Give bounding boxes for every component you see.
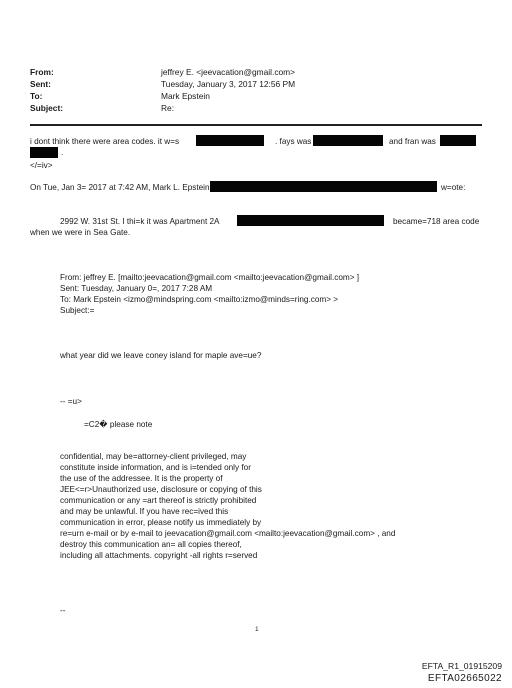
reply-sea-gate: when we were in Sea Gate. — [30, 228, 131, 237]
redaction-block — [210, 181, 437, 192]
confidential-line: the use of the addressee. It is the property of — [60, 474, 223, 483]
body-line-2: </=iv> — [30, 161, 53, 170]
sent-value: Tuesday, January 3, 2017 12:56 PM — [161, 79, 296, 89]
fwd-subject: Subject:= — [60, 306, 95, 315]
body-line-1b: . fays was — [275, 137, 312, 146]
confidential-line: destroy this communication an= all copies thereof, — [60, 540, 242, 549]
quote-intro-end: w=ote: — [441, 183, 466, 192]
redaction-block — [440, 135, 476, 146]
confidential-line: communication in error, please notify us immediately by — [60, 518, 262, 527]
fwd-sent: Sent: Tuesday, January 0=, 2017 7:28 AM — [60, 284, 213, 293]
page-number: 1 — [255, 626, 259, 633]
end-dash: -- — [60, 606, 66, 615]
confidential-line: including all attachments. copyright -all rights r=served — [60, 551, 258, 560]
sent-label: Sent: — [30, 79, 51, 89]
from-value: jeffrey E. <jeevacation@gmail.com> — [161, 67, 296, 77]
confidential-line: constitute inside information, and is i=tended only for — [60, 463, 251, 472]
to-value: Mark Epstein — [161, 91, 210, 101]
subject-label: Subject: — [30, 103, 64, 113]
confidential-line: communication or any =art thereof is strictly prohibited — [60, 496, 257, 505]
body-line-1c: and fran was — [389, 137, 436, 146]
question-line: what year did we leave coney island for maple ave=ue? — [60, 351, 262, 360]
signature-note: =C2� please note — [84, 420, 153, 429]
redaction-block — [30, 147, 58, 158]
body-line-1d: . — [61, 148, 64, 157]
confidential-line: and may be unlawful. If you have rec=ived this — [60, 507, 229, 516]
signature-dash: -- =u> — [60, 397, 82, 406]
efta-stamp-secondary: EFTA02665022 — [427, 673, 502, 684]
efta-stamp-primary: EFTA_R1_01915209 — [421, 661, 502, 671]
redaction-block — [313, 135, 383, 146]
reply-address: 2992 W. 31st St. I thi=k it was Apartment 2A — [60, 217, 220, 226]
confidential-line: re=urn e-mail or by e-mail to jeevacation@gmail.com <mailto:jeevacation@gmail.com> , and — [60, 529, 396, 538]
fwd-from: From: jeffrey E. [mailto:jeevacation@gmail.com <mailto:jeevacation@gmail.com> ] — [60, 273, 360, 282]
redaction-block — [196, 135, 264, 146]
from-label: From: — [30, 67, 54, 77]
confidential-line: JEE<=r>Unauthorized use, disclosure or copying of this — [60, 485, 262, 494]
fwd-to: To: Mark Epstein <izmo@mindspring.com <mailto:izmo@minds=ring.com> > — [60, 295, 339, 304]
reply-area-code: became=718 area code — [393, 217, 480, 226]
quote-intro: On Tue, Jan 3= 2017 at 7:42 AM, Mark L. Epstein — [30, 183, 210, 192]
subject-value: Re: — [161, 103, 175, 113]
body-line-1a: i dont think there were area codes. it w=s — [30, 137, 180, 146]
confidential-line: confidential, may be=attorney-client privileged, may — [60, 452, 247, 461]
to-label: To: — [30, 91, 43, 101]
header-divider — [30, 124, 482, 126]
redaction-block — [237, 215, 384, 226]
